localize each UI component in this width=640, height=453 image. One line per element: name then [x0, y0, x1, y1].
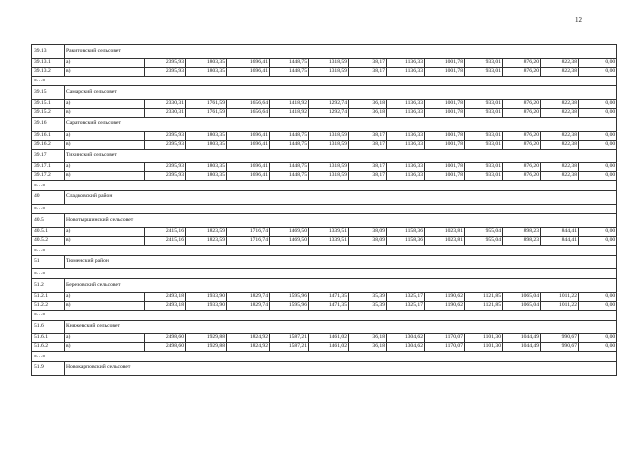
value-cell: 933,01: [465, 163, 503, 172]
value-cell: 1448,75: [270, 58, 309, 67]
value-cell: 1325,17: [387, 301, 425, 310]
value-cell: 1001,78: [425, 163, 465, 172]
row-label: а): [65, 99, 145, 108]
value-cell: 1418,92: [270, 99, 309, 108]
value-cell: 0,00: [579, 236, 617, 245]
omission-row: [32, 204, 617, 214]
value-cell: 1696,41: [227, 131, 270, 140]
section-row: [32, 320, 617, 334]
value-cell: 1803,35: [186, 172, 227, 181]
table-row: [32, 140, 617, 149]
row-label: в): [65, 140, 145, 149]
section-row: [32, 45, 617, 59]
table-row: [32, 67, 617, 76]
row-label: в): [65, 301, 145, 310]
row-code: 39.16.1: [32, 131, 65, 140]
value-cell: 1318,59: [309, 67, 349, 76]
value-cell: 0,00: [579, 334, 617, 343]
section-row: [32, 149, 617, 163]
omission-mark: «…»: [32, 76, 617, 86]
value-cell: 2395,93: [145, 140, 186, 149]
value-cell: 36,18: [349, 99, 387, 108]
table-row: [32, 334, 617, 343]
table-row: [32, 58, 617, 67]
tariff-table: [31, 44, 617, 376]
value-cell: 1136,33: [387, 99, 425, 108]
page-number: 12: [575, 16, 582, 24]
value-cell: 1339,51: [309, 227, 349, 236]
value-cell: 0,00: [579, 343, 617, 352]
value-cell: 933,01: [465, 131, 503, 140]
omission-mark: «…»: [32, 310, 617, 320]
value-cell: 0,00: [579, 301, 617, 310]
value-cell: 1716,74: [227, 236, 270, 245]
omission-mark: «…»: [32, 269, 617, 279]
value-cell: 844,41: [541, 236, 579, 245]
section-row: [32, 214, 617, 228]
value-cell: 1044,49: [503, 334, 541, 343]
value-cell: 2395,93: [145, 58, 186, 67]
value-cell: 822,38: [541, 99, 579, 108]
section-code: 40.5: [32, 214, 65, 228]
value-cell: 822,38: [541, 108, 579, 117]
value-cell: 1461,02: [309, 343, 349, 352]
value-cell: 1803,35: [186, 67, 227, 76]
value-cell: 1448,75: [270, 67, 309, 76]
section-code: 39.13: [32, 45, 65, 59]
row-code: 39.15.1: [32, 99, 65, 108]
value-cell: 35,39: [349, 292, 387, 301]
value-cell: 38,17: [349, 67, 387, 76]
value-cell: 1318,59: [309, 172, 349, 181]
omission-row: [32, 310, 617, 320]
table-row: [32, 163, 617, 172]
value-cell: 1461,02: [309, 334, 349, 343]
value-cell: 1136,33: [387, 58, 425, 67]
value-cell: 1001,78: [425, 172, 465, 181]
value-cell: 1824,92: [227, 343, 270, 352]
table-row: [32, 301, 617, 310]
value-cell: 1136,33: [387, 131, 425, 140]
value-cell: 1023,81: [425, 236, 465, 245]
value-cell: 2395,93: [145, 163, 186, 172]
value-cell: 1339,51: [309, 236, 349, 245]
value-cell: 1001,78: [425, 108, 465, 117]
value-cell: 876,20: [503, 131, 541, 140]
value-cell: 1121,85: [465, 301, 503, 310]
row-code: 39.15.2: [32, 108, 65, 117]
value-cell: 1318,59: [309, 131, 349, 140]
section-title: Ракитовский сельсовет: [65, 45, 617, 59]
value-cell: 933,01: [465, 99, 503, 108]
value-cell: 1325,17: [387, 292, 425, 301]
value-cell: 876,20: [503, 172, 541, 181]
value-cell: 1829,74: [227, 301, 270, 310]
section-title: Тихинский сельсовет: [65, 149, 617, 163]
value-cell: 933,01: [465, 172, 503, 181]
row-code: 51.2.1: [32, 292, 65, 301]
value-cell: 933,01: [465, 67, 503, 76]
omission-mark: «…»: [32, 181, 617, 191]
value-cell: 1170,07: [425, 334, 465, 343]
section-row: [32, 279, 617, 293]
value-cell: 38,17: [349, 131, 387, 140]
value-cell: 1469,50: [270, 227, 309, 236]
value-cell: 876,20: [503, 99, 541, 108]
value-cell: 1101,30: [465, 334, 503, 343]
value-cell: 1170,07: [425, 343, 465, 352]
value-cell: 1011,22: [541, 292, 579, 301]
section-row: [32, 190, 617, 204]
value-cell: 1803,35: [186, 131, 227, 140]
value-cell: 1829,74: [227, 292, 270, 301]
row-code: 51.2.2: [32, 301, 65, 310]
value-cell: 36,18: [349, 108, 387, 117]
value-cell: 898,23: [503, 236, 541, 245]
value-cell: 1933,90: [186, 301, 227, 310]
value-cell: 2498,60: [145, 334, 186, 343]
value-cell: 1136,33: [387, 172, 425, 181]
value-cell: 1656,64: [227, 99, 270, 108]
section-code: 39.17: [32, 149, 65, 163]
value-cell: 38,09: [349, 236, 387, 245]
value-cell: 955,04: [465, 227, 503, 236]
value-cell: 1304,62: [387, 343, 425, 352]
section-title: Саратовский сельсовет: [65, 117, 617, 131]
value-cell: 898,23: [503, 227, 541, 236]
value-cell: 1761,59: [186, 99, 227, 108]
table-row: [32, 227, 617, 236]
value-cell: 0,00: [579, 227, 617, 236]
value-cell: 1318,59: [309, 163, 349, 172]
value-cell: 1044,49: [503, 343, 541, 352]
section-code: 51.9: [32, 361, 65, 375]
row-code: 40.5.1: [32, 227, 65, 236]
value-cell: 2395,93: [145, 67, 186, 76]
value-cell: 1318,59: [309, 140, 349, 149]
row-code: 51.6.1: [32, 334, 65, 343]
value-cell: 1933,90: [186, 292, 227, 301]
row-label: в): [65, 343, 145, 352]
value-cell: 933,01: [465, 58, 503, 67]
value-cell: 1595,96: [270, 301, 309, 310]
value-cell: 1656,64: [227, 108, 270, 117]
section-code: 51.6: [32, 320, 65, 334]
table-row: [32, 343, 617, 352]
section-code: 39.16: [32, 117, 65, 131]
table-row: [32, 99, 617, 108]
omission-row: [32, 269, 617, 279]
value-cell: 1803,35: [186, 140, 227, 149]
row-code: 39.13.2: [32, 67, 65, 76]
value-cell: 1001,78: [425, 58, 465, 67]
row-label: в): [65, 236, 145, 245]
omission-row: [32, 76, 617, 86]
value-cell: 876,20: [503, 163, 541, 172]
value-cell: 38,17: [349, 58, 387, 67]
value-cell: 1065,04: [503, 292, 541, 301]
row-code: 39.17.2: [32, 172, 65, 181]
section-row: [32, 255, 617, 269]
section-code: 51: [32, 255, 65, 269]
value-cell: 933,01: [465, 108, 503, 117]
table-row: [32, 292, 617, 301]
value-cell: 990,67: [541, 343, 579, 352]
table-row: [32, 108, 617, 117]
row-label: в): [65, 108, 145, 117]
row-label: а): [65, 227, 145, 236]
value-cell: 1929,88: [186, 343, 227, 352]
value-cell: 38,17: [349, 163, 387, 172]
value-cell: 1587,21: [270, 343, 309, 352]
value-cell: 1587,21: [270, 334, 309, 343]
value-cell: 822,38: [541, 163, 579, 172]
value-cell: 1696,41: [227, 140, 270, 149]
value-cell: 1065,04: [503, 301, 541, 310]
value-cell: 1803,35: [186, 58, 227, 67]
value-cell: 1448,75: [270, 140, 309, 149]
section-code: 39.15: [32, 86, 65, 100]
value-cell: 0,00: [579, 131, 617, 140]
row-code: 39.17.1: [32, 163, 65, 172]
value-cell: 876,20: [503, 140, 541, 149]
value-cell: 822,38: [541, 131, 579, 140]
value-cell: 1318,59: [309, 58, 349, 67]
value-cell: 38,09: [349, 227, 387, 236]
row-label: а): [65, 163, 145, 172]
value-cell: 1101,30: [465, 343, 503, 352]
value-cell: 2493,18: [145, 301, 186, 310]
value-cell: 0,00: [579, 67, 617, 76]
value-cell: 1001,78: [425, 140, 465, 149]
value-cell: 1823,59: [186, 236, 227, 245]
value-cell: 1448,75: [270, 172, 309, 181]
value-cell: 38,17: [349, 172, 387, 181]
value-cell: 1696,41: [227, 58, 270, 67]
value-cell: 1418,92: [270, 108, 309, 117]
value-cell: 0,00: [579, 99, 617, 108]
table-row: [32, 131, 617, 140]
row-label: а): [65, 292, 145, 301]
value-cell: 2330,31: [145, 99, 186, 108]
value-cell: 2330,31: [145, 108, 186, 117]
row-label: в): [65, 172, 145, 181]
omission-mark: «…»: [32, 245, 617, 255]
value-cell: 1696,41: [227, 172, 270, 181]
value-cell: 36,18: [349, 334, 387, 343]
value-cell: 1595,96: [270, 292, 309, 301]
value-cell: 876,20: [503, 67, 541, 76]
value-cell: 1803,35: [186, 163, 227, 172]
row-label: а): [65, 334, 145, 343]
section-code: 51.2: [32, 279, 65, 293]
value-cell: 2395,93: [145, 131, 186, 140]
value-cell: 1761,59: [186, 108, 227, 117]
value-cell: 933,01: [465, 140, 503, 149]
section-row: [32, 361, 617, 375]
value-cell: 876,20: [503, 108, 541, 117]
value-cell: 1190,62: [425, 301, 465, 310]
value-cell: 0,00: [579, 108, 617, 117]
omission-row: [32, 245, 617, 255]
value-cell: 876,20: [503, 58, 541, 67]
value-cell: 1304,62: [387, 334, 425, 343]
value-cell: 1121,85: [465, 292, 503, 301]
table-row: [32, 236, 617, 245]
value-cell: 1023,81: [425, 227, 465, 236]
value-cell: 0,00: [579, 58, 617, 67]
value-cell: 1158,36: [387, 236, 425, 245]
omission-mark: «…»: [32, 352, 617, 362]
value-cell: 1136,33: [387, 163, 425, 172]
omission-row: [32, 181, 617, 191]
table-row: [32, 172, 617, 181]
value-cell: 1471,35: [309, 301, 349, 310]
value-cell: 1448,75: [270, 131, 309, 140]
value-cell: 822,38: [541, 58, 579, 67]
omission-row: [32, 352, 617, 362]
value-cell: 0,00: [579, 163, 617, 172]
row-label: в): [65, 67, 145, 76]
value-cell: 2498,60: [145, 343, 186, 352]
row-code: 39.16.2: [32, 140, 65, 149]
row-label: а): [65, 131, 145, 140]
row-code: 39.13.1: [32, 58, 65, 67]
value-cell: 1292,74: [309, 108, 349, 117]
omission-mark: «…»: [32, 204, 617, 214]
value-cell: 2493,18: [145, 292, 186, 301]
row-label: а): [65, 58, 145, 67]
value-cell: 2395,93: [145, 172, 186, 181]
value-cell: 2415,16: [145, 236, 186, 245]
value-cell: 35,39: [349, 301, 387, 310]
value-cell: 1292,74: [309, 99, 349, 108]
value-cell: 1448,75: [270, 163, 309, 172]
value-cell: 1136,33: [387, 67, 425, 76]
value-cell: 0,00: [579, 140, 617, 149]
value-cell: 1190,62: [425, 292, 465, 301]
value-cell: 36,18: [349, 343, 387, 352]
value-cell: 1136,33: [387, 140, 425, 149]
value-cell: 1696,41: [227, 67, 270, 76]
value-cell: 822,38: [541, 172, 579, 181]
value-cell: 2415,16: [145, 227, 186, 236]
section-title: Сладковский район: [65, 190, 617, 204]
value-cell: 990,67: [541, 334, 579, 343]
row-code: 51.6.2: [32, 343, 65, 352]
value-cell: 0,00: [579, 172, 617, 181]
value-cell: 1001,78: [425, 67, 465, 76]
value-cell: 844,41: [541, 227, 579, 236]
section-title: Тюменский район: [65, 255, 617, 269]
value-cell: 1011,22: [541, 301, 579, 310]
value-cell: 955,04: [465, 236, 503, 245]
value-cell: 1716,74: [227, 227, 270, 236]
value-cell: 1469,50: [270, 236, 309, 245]
value-cell: 1823,59: [186, 227, 227, 236]
section-title: Новотыршинский сельсовет: [65, 214, 617, 228]
section-code: 40: [32, 190, 65, 204]
section-row: [32, 117, 617, 131]
value-cell: 1824,92: [227, 334, 270, 343]
value-cell: 822,38: [541, 140, 579, 149]
section-title: Новокарповский сельсовет: [65, 361, 617, 375]
section-title: Самарский сельсовет: [65, 86, 617, 100]
value-cell: 822,38: [541, 67, 579, 76]
value-cell: 1001,78: [425, 131, 465, 140]
section-title: Березовский сельсовет: [65, 279, 617, 293]
value-cell: 1001,78: [425, 99, 465, 108]
row-code: 40.5.2: [32, 236, 65, 245]
value-cell: 1929,88: [186, 334, 227, 343]
value-cell: 0,00: [579, 292, 617, 301]
section-title: Княжевский сельсовет: [65, 320, 617, 334]
value-cell: 1136,33: [387, 108, 425, 117]
value-cell: 38,17: [349, 140, 387, 149]
value-cell: 1158,36: [387, 227, 425, 236]
value-cell: 1696,41: [227, 163, 270, 172]
section-row: [32, 86, 617, 100]
value-cell: 1471,35: [309, 292, 349, 301]
